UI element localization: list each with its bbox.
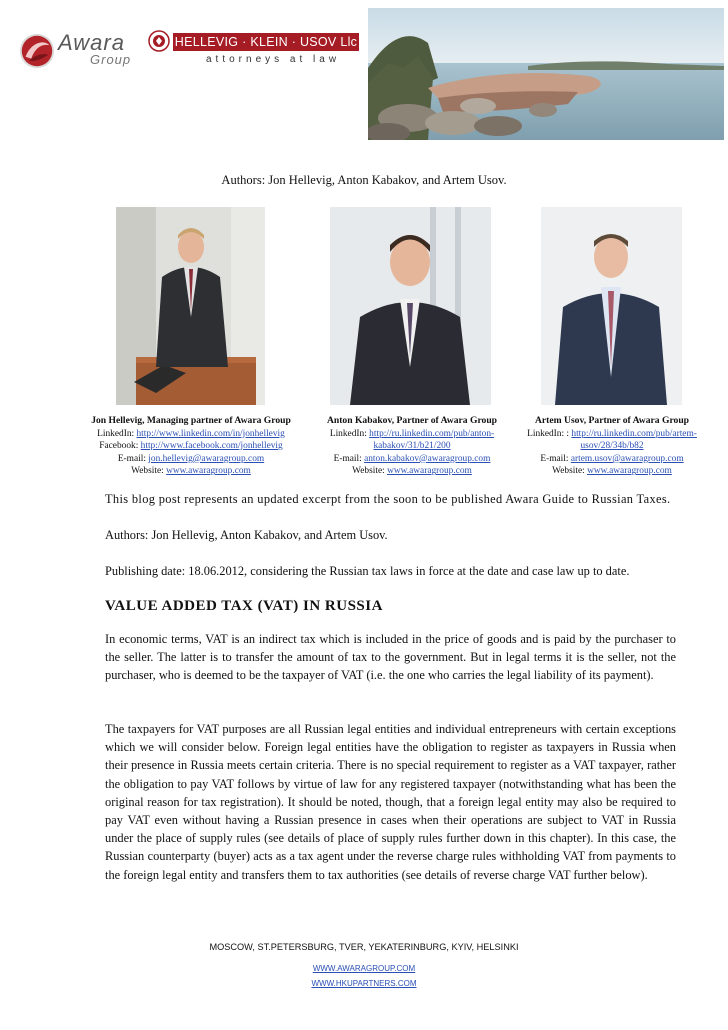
bio-title: Artem Usov, Partner of Awara Group: [534, 415, 689, 426]
bio-website: Website: www.awaragroup.com: [552, 466, 672, 477]
paragraph-vat-economic: In economic terms, VAT is an indirect tax which is included in the price of goods and is paid by the purchaser to the seller. The latter is to transfer the amount of tax to the government. But in legal terms it is the seller, not the purchaser, who is deemed to be the taxpayer of VAT (i.e. the one who carries the legal liability of its payment).: [105, 632, 676, 683]
hku-name-bar: HELLEVIG · KLEIN · USOV Llc: [174, 35, 358, 49]
website-link[interactable]: www.awaragroup.com: [587, 466, 672, 477]
coast-photo-image: [368, 8, 724, 140]
bio-linkedin-cont: [516, 440, 708, 453]
linkedin-link[interactable]: http://www.linkedin.com/in/jonhellevig: [136, 428, 285, 439]
linkedin-link[interactable]: http://ru.linkedin.com/pub/artem-: [571, 428, 697, 439]
publishing-date: Publishing date: 18.06.2012, considering the Russian tax laws in force at the date and case law up to date.: [105, 564, 630, 578]
linkedin-link-cont[interactable]: usov/28/34b/b82: [580, 441, 644, 452]
awara-wordmark: Awara: [58, 30, 125, 55]
awara-swirl-icon: [18, 32, 56, 70]
bio-email: E-mail: artem.usov@awaragroup.com: [540, 453, 684, 464]
linkedin-link[interactable]: http://ru.linkedin.com/pub/anton-: [369, 428, 495, 439]
email-link[interactable]: jon.hellevig@awaragroup.com: [148, 453, 265, 464]
authors-line: Authors: Jon Hellevig, Anton Kabakov, and Artem Usov.: [221, 173, 507, 187]
website-link[interactable]: www.awaragroup.com: [387, 466, 472, 477]
anton-kabakov-photo: [330, 207, 491, 405]
linkedin-link-cont[interactable]: kabakov/31/b21/200: [373, 441, 451, 452]
bio-linkedin: LinkedIn: : http://ru.linkedin.com/pub/artem-: [527, 428, 697, 439]
artem-usov-photo: [541, 207, 682, 405]
page-header: [0, 0, 728, 145]
email-link[interactable]: artem.usov@awaragroup.com: [570, 453, 684, 464]
email-link[interactable]: anton.kabakov@awaragroup.com: [364, 453, 491, 464]
coast-photo: [368, 8, 724, 140]
awara-group-label: Group: [90, 52, 132, 67]
hku-logo: [148, 30, 360, 70]
bio-title: Anton Kabakov, Partner of Awara Group: [326, 415, 498, 426]
bio-artem-usov: [516, 415, 708, 478]
bio-jon-hellevig: [86, 415, 296, 478]
jon-hellevig-photo: [116, 207, 265, 405]
footer-link-hku-row: [0, 973, 728, 991]
bio-linkedin: LinkedIn: http://ru.linkedin.com/pub/anton-: [329, 428, 495, 439]
paragraph-vat-taxpayers: The taxpayers for VAT purposes are all Russian legal entities and individual entrepreneurs with certain exceptions which we will consider below. Foreign legal entities have the obligation to register as taxpayers in Russia when their presence in Russia meets certain criteria. There is no special requirement to register as a VAT taxpayer, rather the obligation to pay VAT follows by virtue of law for any registered taxpayer (notwithstanding what has been the original reason for tax registration). It should be noted, though, that a foreign legal entity may also be required to pay VAT even without having a Russian presence in cases when their operations are subject to VAT in Russia under the place of supply rules (see details of place of supply rules further down in this chapter). In this case, the Russian counterparty (buyer) acts as a tax agent under the reverse charge rules withholding VAT from payments to the foreign legal entity and transfers them to tax authorities (see details of reverse charge VAT further below).: [105, 722, 676, 882]
bio-email: E-mail: jon.hellevig@awaragroup.com: [117, 453, 265, 464]
portrait-anton-kabakov: [330, 207, 491, 405]
intro-authors: Authors: Jon Hellevig, Anton Kabakov, and Artem Usov.: [105, 528, 388, 542]
website-link[interactable]: www.awaragroup.com: [166, 466, 251, 477]
intro-paragraph: This blog post represents an updated excerpt from the soon to be published Awara Guide to Russian Taxes.: [105, 492, 671, 506]
bio-anton-kabakov: [318, 415, 506, 478]
bio-website: Website: www.awaragroup.com: [131, 466, 251, 477]
footer-link-awara[interactable]: WWW.AWARAGROUP.COM: [312, 964, 416, 973]
bio-title: Jon Hellevig, Managing partner of Awara Group: [91, 415, 291, 426]
bio-facebook: Facebook: http://www.facebook.com/jonhellevig: [99, 441, 283, 452]
section-heading: VALUE ADDED TAX (VAT) IN RUSSIA: [105, 598, 383, 614]
awara-logo: [18, 30, 136, 74]
footer-link-hku[interactable]: WWW.HKUPARTNERS.COM: [311, 979, 417, 988]
footer-cities: MOSCOW, ST.PETERSBURG, TVER, YEKATERINBURG, KYIV, HELSINKI: [209, 942, 519, 952]
bio-website: Website: www.awaragroup.com: [352, 466, 472, 477]
portrait-artem-usov: [541, 207, 682, 405]
portrait-jon-hellevig: [116, 207, 265, 405]
bio-linkedin-cont: [318, 440, 506, 453]
hku-tagline: attorneys at law: [206, 54, 341, 65]
hku-seal-icon: [148, 30, 170, 52]
facebook-link[interactable]: http://www.facebook.com/jonhellevig: [140, 441, 283, 452]
bio-email: E-mail: anton.kabakov@awaragroup.com: [333, 453, 491, 464]
bio-linkedin: LinkedIn: http://www.linkedin.com/in/jonhellevig: [97, 428, 285, 439]
